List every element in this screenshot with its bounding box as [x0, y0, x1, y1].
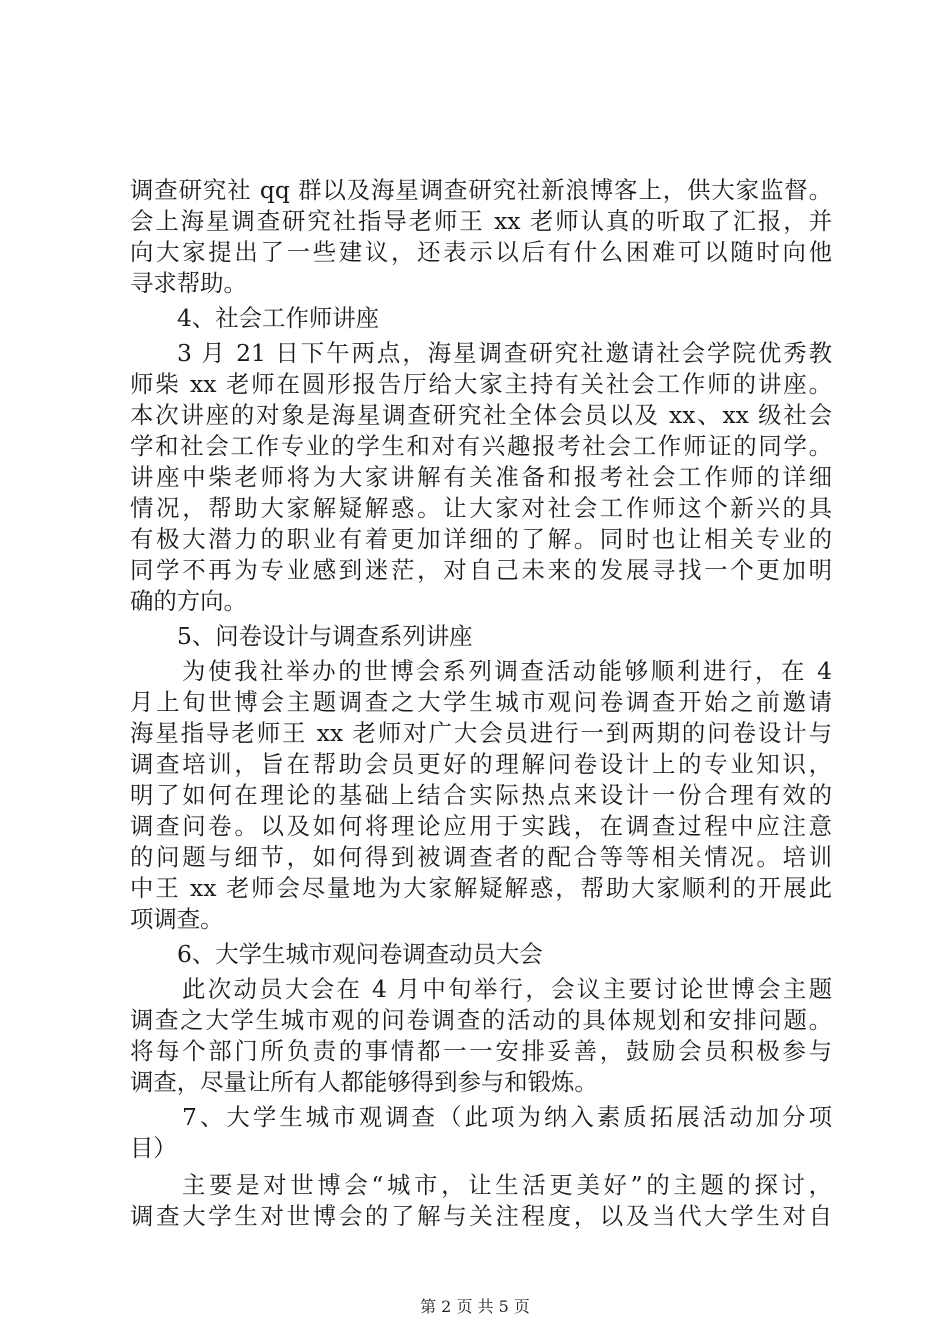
- text-line: 6、大学生城市观问卷调查动员大会: [177, 940, 543, 968]
- text-line: 调查大学生对世博会的了解与关注程度，以及当代大学生对自: [130, 1202, 832, 1230]
- text-line: 寻求帮助。: [130, 269, 247, 297]
- text-line: 调查，尽量让所有人都能够得到参与和锻炼。: [130, 1068, 598, 1096]
- document-body: [130, 175, 832, 1232]
- text-line: 同学不再为专业感到迷茫，对自己未来的发展寻找一个更加明: [130, 556, 832, 584]
- text-line: 向大家提出了一些建议，还表示以后有什么困难可以随时向他: [130, 238, 832, 266]
- text-line: 情况，帮助大家解疑解惑。让大家对社会工作师这个新兴的具: [130, 494, 832, 522]
- text-line: 的问题与细节，如何得到被调查者的配合等等相关情况。培训: [130, 843, 832, 871]
- text-line: 7、大学生城市观调查（此项为纳入素质拓展活动加分项: [182, 1103, 832, 1131]
- text-line: 学和社会工作专业的学生和对有兴趣报考社会工作师证的同学。: [130, 432, 832, 460]
- text-line: 讲座中柴老师将为大家讲解有关准备和报考社会工作师的详细: [130, 463, 832, 491]
- page-footer: 第 2 页 共 5 页: [420, 1297, 530, 1316]
- text-line: 4、社会工作师讲座: [177, 304, 380, 332]
- text-line: 有极大潜力的职业有着更加详细的了解。同时也让相关专业的: [130, 525, 832, 553]
- text-line: 5、问卷设计与调查系列讲座: [177, 622, 473, 650]
- text-line: 会上海星调查研究社指导老师王 xx 老师认真的听取了汇报，并: [130, 207, 832, 235]
- text-line: 调查培训，旨在帮助会员更好的理解问卷设计上的专业知识，: [130, 750, 832, 778]
- text-line: 调查之大学生城市观的问卷调查的活动的具体规划和安排问题。: [130, 1006, 832, 1034]
- text-line: 将每个部门所负责的事情都一一安排妥善，鼓励会员积极参与: [130, 1037, 832, 1065]
- text-line: 中王 xx 老师会尽量地为大家解疑解惑，帮助大家顺利的开展此: [130, 874, 832, 902]
- text-line: 3 月 21 日下午两点，海星调查研究社邀请社会学院优秀教: [177, 339, 832, 367]
- text-line: 调查问卷。以及如何将理论应用于实践，在调查过程中应注意: [130, 812, 832, 840]
- text-line: 明了如何在理论的基础上结合实际热点来设计一份合理有效的: [130, 781, 832, 809]
- text-line: 月上旬世博会主题调查之大学生城市观问卷调查开始之前邀请: [130, 688, 832, 716]
- text-line: 师柴 xx 老师在圆形报告厅给大家主持有关社会工作师的讲座。: [130, 370, 832, 398]
- text-line: 此次动员大会在 4 月中旬举行，会议主要讨论世博会主题: [182, 975, 832, 1003]
- text-line: 目）: [130, 1134, 177, 1162]
- text-line: 海星指导老师王 xx 老师对广大会员进行一到两期的问卷设计与: [130, 719, 832, 747]
- text-line: 调查研究社 qq 群以及海星调查研究社新浪博客上，供大家监督。: [130, 176, 832, 204]
- text-line: 项调查。: [130, 905, 224, 933]
- text-line: 主要是对世博会“城市，让生活更美好”的主题的探讨，: [182, 1171, 832, 1199]
- text-line: 本次讲座的对象是海星调查研究社全体会员以及 xx、xx 级社会: [130, 401, 832, 429]
- text-line: 确的方向。: [130, 587, 247, 615]
- text-line: 为使我社举办的世博会系列调查活动能够顺利进行，在 4: [182, 657, 832, 685]
